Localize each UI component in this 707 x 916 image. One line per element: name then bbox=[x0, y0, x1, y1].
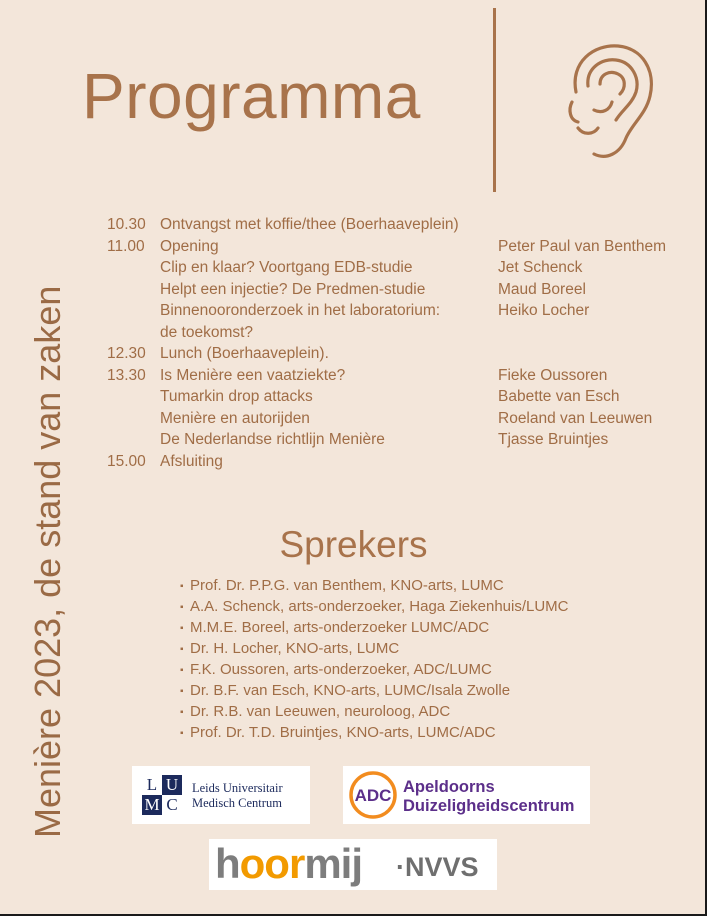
program-time: 11.00 bbox=[107, 237, 145, 255]
program-item: Tumarkin drop attacks bbox=[160, 388, 313, 405]
adc-mark-text: ADC bbox=[354, 786, 392, 805]
program-speaker: Maud Boreel bbox=[498, 280, 586, 298]
bullet-icon: ▪ bbox=[180, 727, 184, 739]
spreker-item bbox=[180, 701, 569, 722]
bullet-icon: ▪ bbox=[180, 601, 184, 613]
program-speaker: Tjasse Bruintjes bbox=[498, 431, 609, 448]
vertical-divider bbox=[493, 8, 496, 192]
program-item: De Nederlandse richtlijn Menière bbox=[160, 431, 385, 448]
lumc-name-line2: Medisch Centrum bbox=[192, 796, 282, 810]
adc-name-line1: Apeldoorns bbox=[403, 778, 495, 796]
hoormij-mij: mij bbox=[304, 840, 362, 887]
program-item: Ontvangst met koffie/thee (Boerhaaveplein) bbox=[160, 216, 459, 233]
lumc-name bbox=[192, 781, 283, 811]
program-time: 12.30 bbox=[107, 345, 146, 362]
program-item: Menière en autorijden bbox=[160, 409, 310, 427]
sprekers-list bbox=[180, 575, 569, 743]
lumc-letter: U bbox=[162, 775, 182, 795]
adc-name bbox=[403, 778, 574, 816]
program-item: Clip en klaar? Voortgang EDB-studie bbox=[160, 259, 413, 276]
nvvs-wordmark bbox=[396, 852, 479, 882]
nvvs-dot: · bbox=[396, 852, 405, 882]
lumc-name-line1: Leids Universitair bbox=[192, 781, 283, 795]
spreker-text: M.M.E. Boreel, arts-onderzoeker LUMC/ADC bbox=[190, 619, 490, 636]
program-item: Binnenooronderzoek in het laboratorium: bbox=[160, 302, 441, 319]
hoor-rest: oor bbox=[239, 840, 305, 887]
program-speaker: Babette van Esch bbox=[498, 388, 620, 405]
program-time: 13.30 bbox=[107, 366, 146, 384]
bullet-icon: ▪ bbox=[180, 706, 184, 718]
adc-circle-mark bbox=[348, 770, 398, 820]
nvvs-text: NVVS bbox=[405, 852, 479, 882]
program-speaker: Fieke Oussoren bbox=[498, 366, 608, 384]
lumc-letter: C bbox=[162, 795, 182, 815]
spreker-item bbox=[180, 680, 569, 701]
program-speaker: Peter Paul van Benthem bbox=[498, 237, 667, 255]
hoormij-logo bbox=[209, 839, 497, 890]
sprekers-title: Sprekers bbox=[279, 524, 428, 565]
adc-name-line2: Duizeligheidscentrum bbox=[403, 797, 575, 815]
adc-logo bbox=[343, 766, 590, 824]
lumc-mark bbox=[142, 775, 182, 815]
spreker-text: Dr. H. Locher, KNO-arts, LUMC bbox=[190, 640, 400, 657]
spreker-item bbox=[180, 722, 569, 743]
lumc-letter: L bbox=[142, 775, 162, 795]
spreker-item bbox=[180, 575, 569, 596]
lumc-letter: M bbox=[142, 795, 162, 815]
program-item: Helpt een injectie? De Predmen-studie bbox=[160, 280, 426, 298]
hoor-h: h bbox=[215, 840, 240, 887]
program-time: 10.30 bbox=[107, 216, 146, 233]
program-item: de toekomst? bbox=[160, 323, 254, 341]
spreker-text: Prof. Dr. T.D. Bruintjes, KNO-arts, LUMC/ADC bbox=[190, 724, 496, 741]
lumc-logo bbox=[132, 766, 310, 824]
program-item: Afsluiting bbox=[160, 452, 223, 470]
bullet-icon: ▪ bbox=[180, 664, 184, 676]
spreker-text: F.K. Oussoren, arts-onderzoeker, ADC/LUMC bbox=[190, 661, 492, 678]
program-time: 15.00 bbox=[107, 452, 146, 470]
spreker-item bbox=[180, 659, 569, 680]
program-item: Is Menière een vaatziekte? bbox=[160, 366, 346, 384]
spreker-text: Dr. B.F. van Esch, KNO-arts, LUMC/Isala Zwolle bbox=[190, 682, 511, 699]
ear-icon bbox=[564, 40, 656, 162]
program-item: Opening bbox=[160, 237, 219, 255]
spreker-item bbox=[180, 638, 569, 659]
spreker-text: A.A. Schenck, arts-onderzoeker, Haga Ziekenhuis/LUMC bbox=[190, 598, 569, 615]
spreker-text: Dr. R.B. van Leeuwen, neuroloog, ADC bbox=[190, 703, 451, 720]
bullet-icon: ▪ bbox=[180, 622, 184, 634]
bullet-icon: ▪ bbox=[180, 580, 184, 592]
spreker-text: Prof. Dr. P.P.G. van Benthem, KNO-arts, LUMC bbox=[190, 577, 504, 594]
program-speaker: Heiko Locher bbox=[498, 302, 590, 319]
page-title: Programma bbox=[82, 60, 421, 132]
bullet-icon: ▪ bbox=[180, 685, 184, 697]
program-speaker: Roeland van Leeuwen bbox=[498, 409, 653, 427]
program-speaker: Jet Schenck bbox=[498, 259, 583, 276]
hoormij-wordmark bbox=[215, 841, 362, 887]
spreker-item bbox=[180, 596, 569, 617]
program-item: Lunch (Boerhaaveplein). bbox=[160, 345, 329, 362]
side-title: Menière 2023, de stand van zaken bbox=[27, 285, 68, 838]
bullet-icon: ▪ bbox=[180, 643, 184, 655]
spreker-item bbox=[180, 617, 569, 638]
